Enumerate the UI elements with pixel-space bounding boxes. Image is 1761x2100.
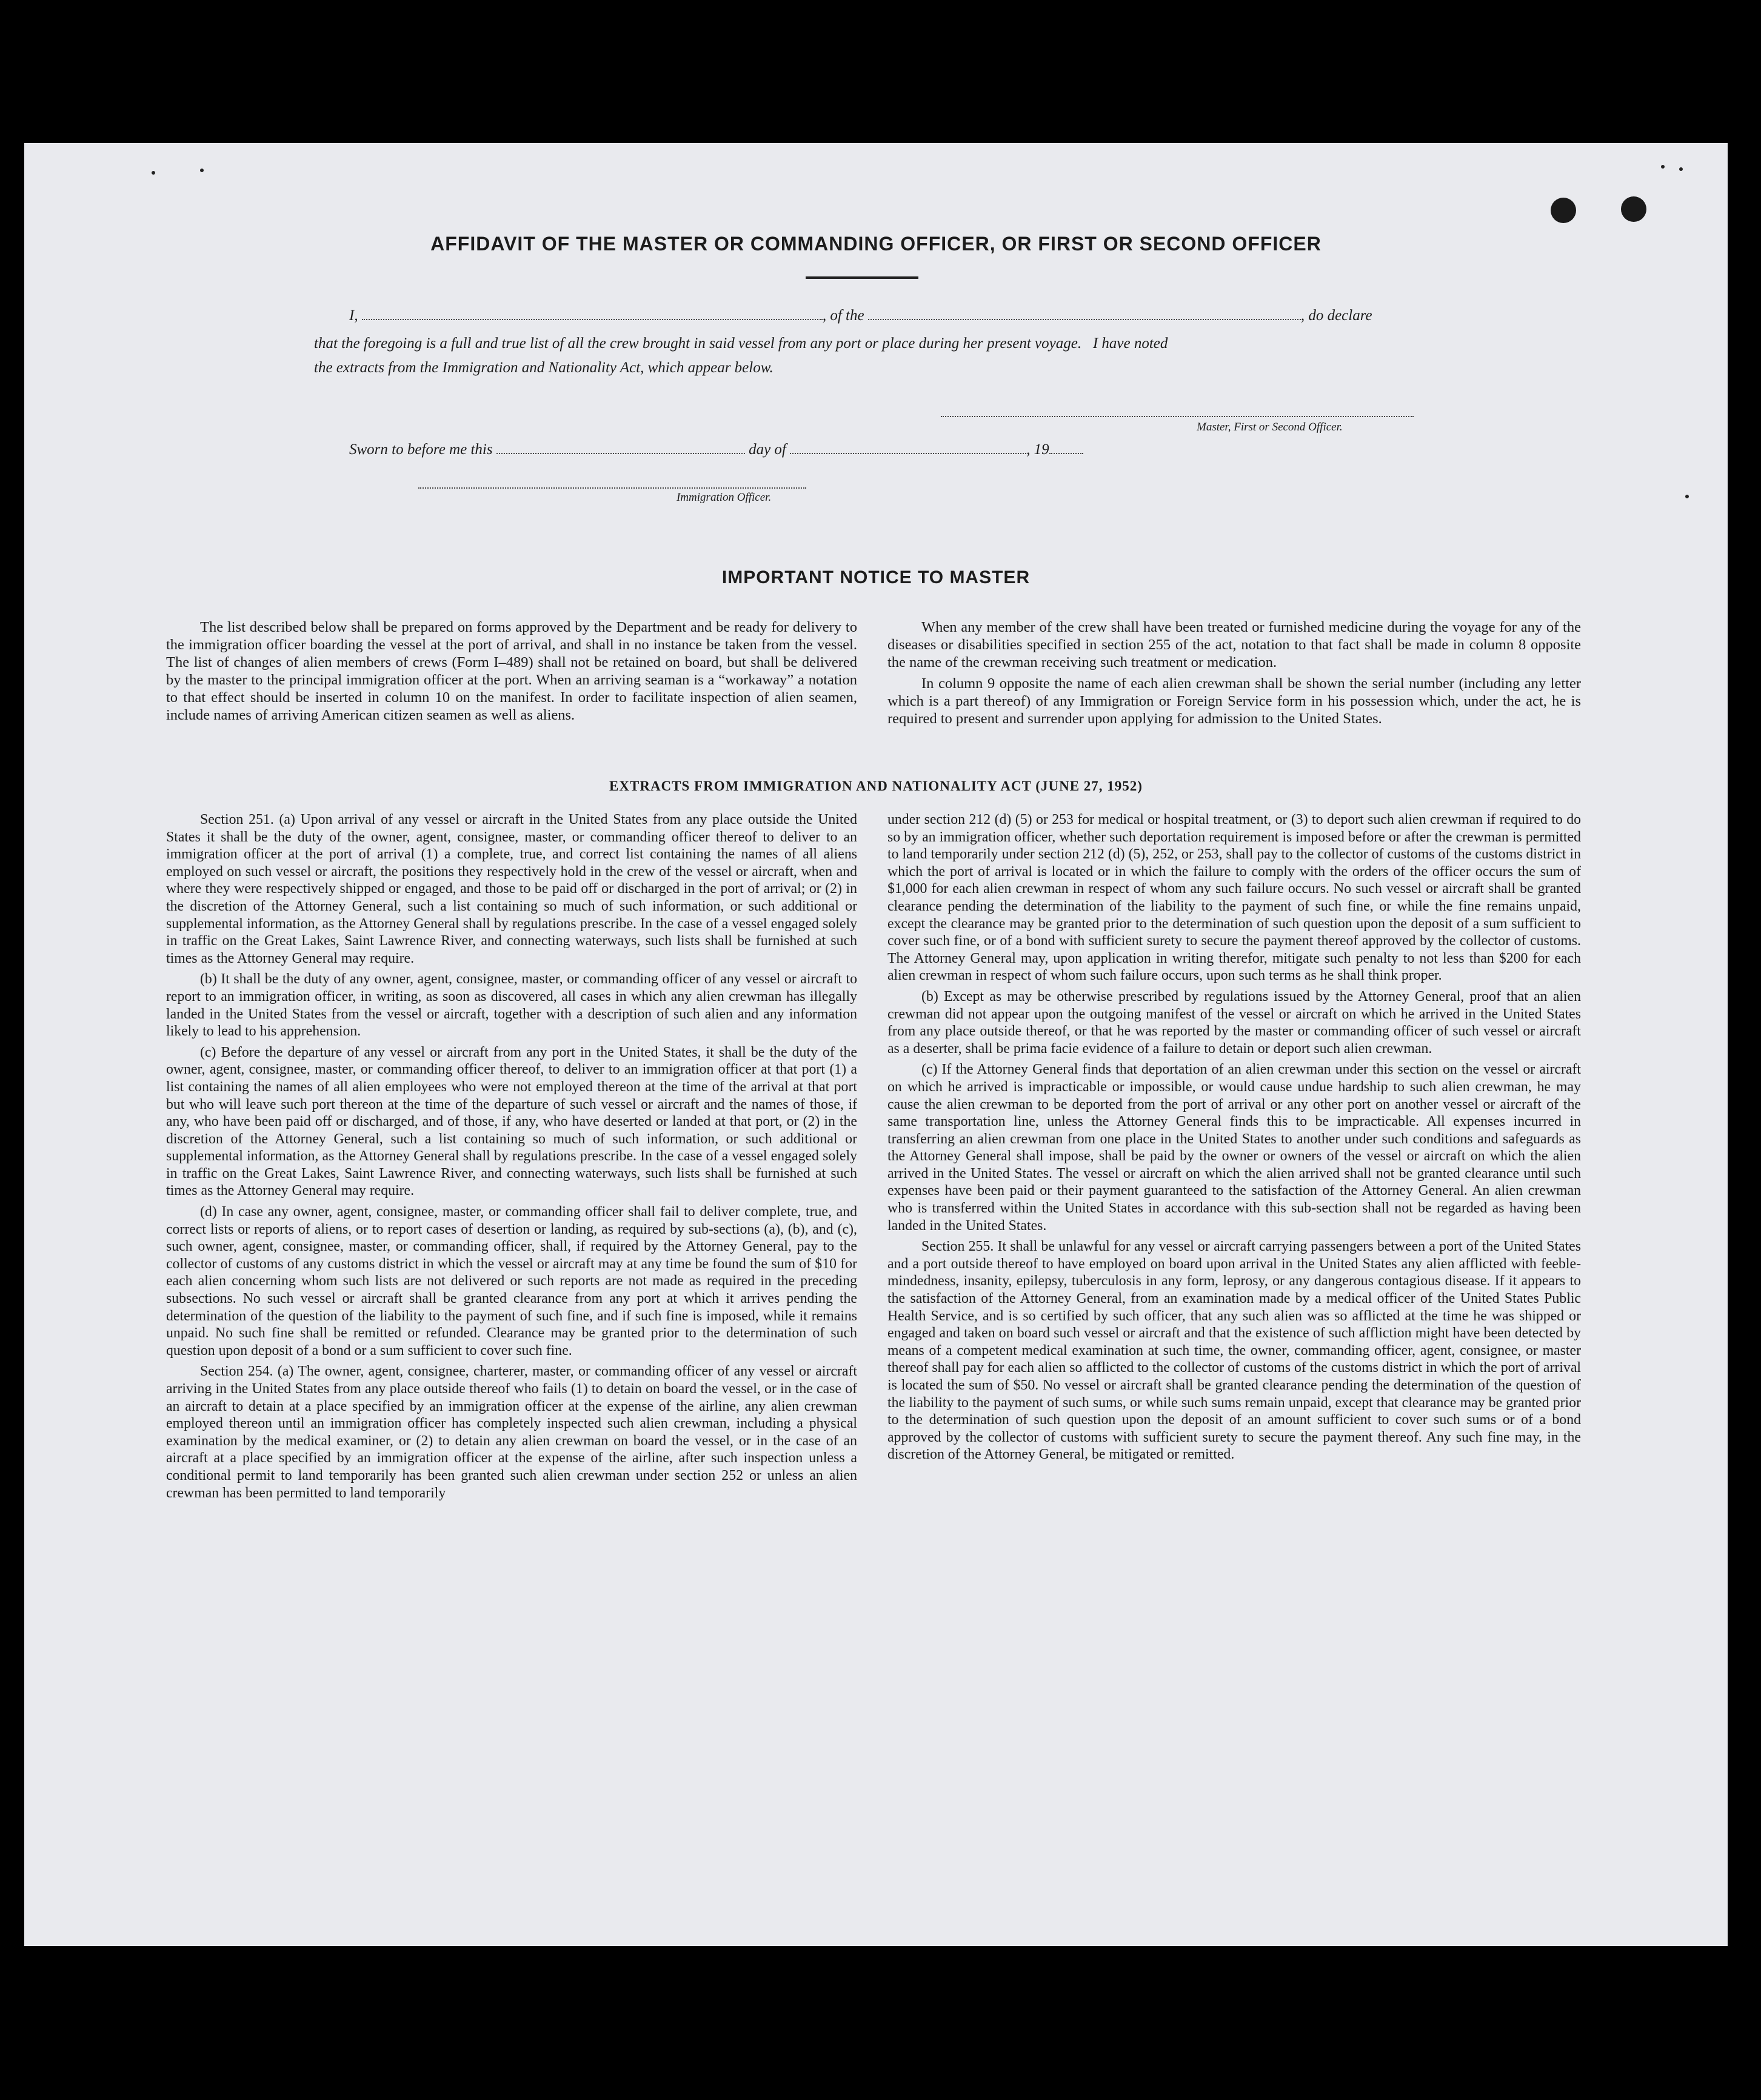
name-blank[interactable] (362, 308, 823, 320)
sworn-month-blank[interactable] (790, 442, 1026, 454)
scan-speck (152, 171, 155, 175)
section-254c: (c) If the Attorney General finds that deportation of an alien crewman under this section on the vessel or aircraft on which he arrived is impracticable or impossible, or would cause undue hardship to such alien crewman, he may cause the alien crewman to be deported from the port of arrival or any other port on another vessel or aircraft of the same transportation line, unless the Attorney General finds this to be impracticable. All expenses incurred in transferring an alien crewman from one place in the United States to another under such conditions and safeguards as the Attorney General shall impose, shall be paid by the owner or owners of the vessel or aircraft on which the alien arrived in the United States. The vessel or aircraft on which the alien arrived shall not be granted clearance until such expenses have been paid or their payment guaranteed to the satisfaction of the Attorney General. An alien crewman who is transferred within the United States in accordance with this sub-section shall not be regarded as having been landed in the United States. (887, 1062, 1581, 1234)
sworn-label: Sworn to before me this (349, 441, 493, 458)
notice-right-paragraph-2: In column 9 opposite the name of each alien crewman shall be shown the serial number (including any letter which is a part thereof) of any Immigration or Foreign Service form in his possession which, under the act, he is required to present and surrender upon applying for admission to the United States. (887, 675, 1581, 727)
declaration-line-1 (349, 308, 1372, 323)
scan-speck (200, 169, 204, 172)
section-254a-continued: under section 212 (d) (5) or 253 for medical or hospital treatment, or (3) to deport such alien crewman if required to do so by an immigration officer, whether such deportation requirement is imposed before or after the crewman is permitted to land temporarily under section 212 (d) (5), 252, or 253, shall pay to the collector of customs of the customs district in which the port of arrival is located or in which the failure to comply with the orders of the officer occurs the sum of $1,000 for each alien crewman in respect of whom any such failure occurs. No such vessel or aircraft shall be granted clearance pending the determination of the liability to the payment of such fine, or while the fine remains unpaid, except the clearance may be granted prior to the determination of such question upon the deposit of a sum sufficient to cover such fine, or of a bond with sufficient surety to secure the payment thereof approved by the collector of customs. The Attorney General may, upon application in writing therefor, mitigate such penalty to not less than $200 for each alien crewman in respect of whom such failure occurs, upon such terms as he shall think proper. (887, 812, 1581, 984)
affidavit-title: AFFIDAVIT OF THE MASTER OR COMMANDING OFFICER, OR FIRST OR SECOND OFFICER (430, 233, 1322, 255)
extracts-right-column (887, 811, 1581, 1467)
immigration-officer-signature-line[interactable] (418, 487, 806, 489)
section-254b: (b) Except as may be otherwise prescribed by regulations issued by the Attorney General, proof that an alien crewman did not appear upon the outgoing manifest of the vessel or aircraft on which he arrived in the United States from any place outside thereof, or that he was reported by the master or commanding officer of such vessel or aircraft as a deserter, shall be prima facie evidence of a failure to detain or deport such alien crewman. (887, 988, 1581, 1057)
notice-left-paragraph: The list described below shall be prepared on forms approved by the Department and be ready for delivery to the immigration officer boarding the vessel at the port of arrival, and shall in no instance be taken from the vessel. The list of changes of alien members of crews (Form I–489) shall not be retained on board, but shall be delivered by the master to the principal immigration officer at the port. When an arriving seaman is a “workaway” a notation to that effect should be inserted in column 10 on the manifest. In order to facilitate inspection of alien seamen, include names of arriving American citizen seamen as well as aliens. (166, 619, 857, 723)
vessel-blank[interactable] (868, 308, 1301, 320)
scan-speck (1685, 495, 1689, 498)
punch-hole-left (1551, 198, 1576, 223)
section-251c: (c) Before the departure of any vessel or aircraft from any port in the United States, it shall be the duty of the owner, agent, consignee, master, or commanding officer thereof, to deliver to an immigration officer at that port (1) a list containing the names of all alien employees who were not employed thereon at the time of the arrival at that port but who will leave such port thereon at the time of the departure of such vessel or aircraft and the names of those, if any, who have been paid off or discharged, and of those, if any, who have deserted or landed at that port, or (2) in the discretion of the Attorney General, such a list containing so much of such information, or such additional or supplemental information, as the Attorney General shall by regulations prescribe. In the case of a vessel engaged solely in traffic on the Great Lakes, Saint Lawrence River, and connecting waterways, such lists shall be furnished at such times as the Attorney General may require. (166, 1044, 857, 1199)
section-251a: Section 251. (a) Upon arrival of any vessel or aircraft in the United States from any place outside the United States it shall be the duty of the owner, agent, consignee, master, or commanding officer thereof to deliver to an immigration officer at the port of arrival (1) a complete, true, and correct list containing the names of all aliens employed on such vessel or aircraft, the positions they respectively hold in the crew of the vessel or aircraft, when and where they were respectively shipped or engaged, and those to be paid off or discharged in the port of arrival; or (2) in the discretion of the Attorney General, such a list containing so much of such information, or such additional or supplemental information, as the Attorney General shall by regulations prescribe. In the case of a vessel engaged solely in traffic on the Great Lakes, Saint Lawrence River, and connecting waterways, such lists shall be furnished at such times as the Attorney General may require. (166, 812, 857, 966)
scan-speck (1661, 165, 1665, 169)
year-label: , 19 (1026, 441, 1049, 458)
master-caption: Master, First or Second Officer. (1197, 421, 1343, 433)
do-declare-label: , do declare (1300, 307, 1372, 324)
immigration-officer-caption: Immigration Officer. (677, 491, 772, 504)
declaration-line-2: that the foregoing is a full and true list of all the crew brought in said vessel from any port or place during her present voyage. I have noted (314, 335, 1168, 352)
extracts-left-column (166, 811, 857, 1505)
punch-hole-right (1621, 196, 1646, 222)
sworn-year-blank[interactable] (1049, 442, 1083, 454)
day-of-label: day of (749, 441, 786, 458)
sworn-day-blank[interactable] (496, 442, 745, 454)
title-rule (806, 276, 918, 279)
sworn-line (349, 442, 1083, 457)
notice-left-column (166, 618, 857, 727)
notice-title: IMPORTANT NOTICE TO MASTER (721, 567, 1031, 587)
notice-right-column (887, 618, 1581, 731)
of-the-label: , of the (822, 307, 864, 324)
declaration-line-3: the extracts from the Immigration and Nationality Act, which appear below. (314, 359, 774, 376)
section-254a: Section 254. (a) The owner, agent, consignee, charterer, master, or commanding officer of any vessel or aircraft arriving in the United States from any place outside thereof who fails (1) to detain on board the vessel, or in the case of an aircraft to detain at a place specified by an immigration officer at the expense of the airline, any alien crewman employed thereon until an immigration officer has completely inspected such alien crewman, including a physical examination by the medical examiner, or (2) to detain any alien crewman on board the vessel, or in the case of an aircraft at a place specified by an immigration officer at the expense of the airline, after such inspection unless a conditional permit to land temporarily has been granted such alien crewman under section 252 or unless an alien crewman has been permitted to land temporarily (166, 1363, 857, 1501)
section-251b: (b) It shall be the duty of any owner, agent, consignee, master, or commanding officer of any vessel or aircraft to report to an immigration officer, in writing, as soon as discovered, all cases in which any alien crewman has illegally landed in the United States from the vessel or aircraft, together with a description of such alien and any information likely to lead to his apprehension. (166, 971, 857, 1040)
section-251d: (d) In case any owner, agent, consignee, master, or commanding officer shall fail to deliver complete, true, and correct lists or reports of aliens, or to report cases of desertion or landing, as required by sub-sections (a), (b), and (c), such owner, agent, consignee, master, or commanding officer, shall, if required by the Attorney General, pay to the collector of customs of any customs district in which the vessel or aircraft may at any time be found the sum of $10 for each alien concerning whom such lists are not delivered or such reports are not made as required in the preceding subsections. No such vessel or aircraft shall be granted clearance from any port at which it arrives pending the determination of the question of the liability to the payment of such fine, and if such fine is imposed, while it remains unpaid. No such fine shall be remitted or refunded. Clearance may be granted prior to the determination of such question upon deposit of a bond or a sum sufficient to cover such fine. (166, 1204, 857, 1359)
i-label: I, (349, 307, 358, 324)
extracts-title: EXTRACTS FROM IMMIGRATION AND NATIONALITY ACT (JUNE 27, 1952) (609, 778, 1143, 794)
scan-speck (1679, 167, 1683, 171)
master-signature-line[interactable] (941, 416, 1414, 417)
section-255: Section 255. It shall be unlawful for any vessel or aircraft carrying passengers between a port of the United States and a port outside thereof to have employed on board upon arrival in the United States any alien afflicted with feeble-mindedness, insanity, epilepsy, tuberculosis in any form, leprosy, or any dangerous contagious disease. If it appears to the satisfaction of the Attorney General, from an examination made by a medical officer of the United States Public Health Service, and is so certified by such officer, that any such alien was so afflicted at the time he was shipped or engaged and taken on board such vessel or aircraft and that the existence of such affliction might have been detected by means of a competent medical examination at such time, the owner, commanding officer, agent, consignee, or master thereof shall pay for each alien so afflicted to the collector of customs of the customs district in which the port of arrival is located the sum of $50. No vessel or aircraft shall be granted clearance pending the determination of the question of the liability to the payment of such sums, or while such sums remain unpaid, except that clearance may be granted prior to the determination of such question upon the deposit of an amount sufficient to cover such sums or of a bond approved by the collector of customs with sufficient surety to secure the payment thereof. Any such fine may, in the discretion of the Attorney General, be mitigated or remitted. (887, 1239, 1581, 1463)
document-page (24, 143, 1728, 1946)
notice-right-paragraph-1: When any member of the crew shall have been treated or furnished medicine during the voyage for any of the diseases or disabilities specified in section 255 of the act, notation to that fact shall be made in column 8 opposite the name of the crewman receiving such treatment or medication. (887, 619, 1581, 670)
